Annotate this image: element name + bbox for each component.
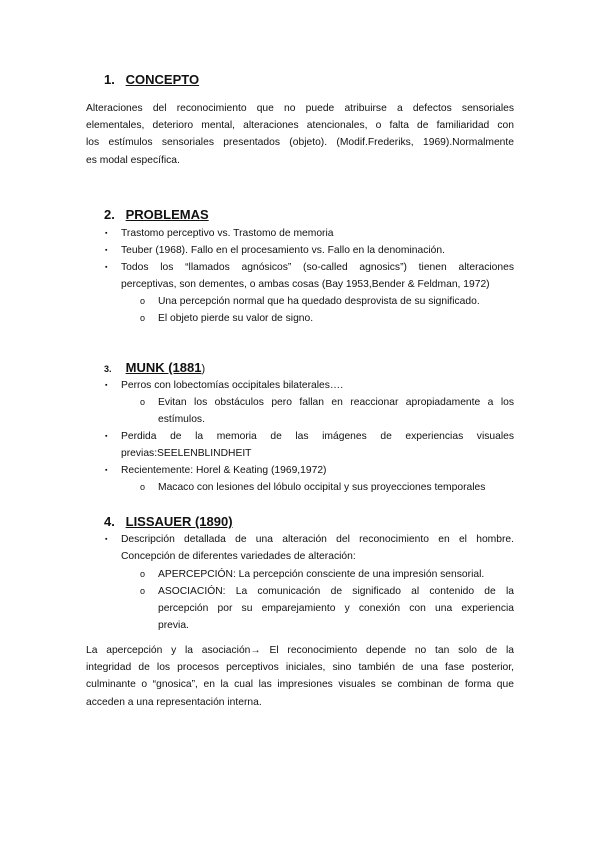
sub-list-item-text: Macaco con lesiones del lóbulo occipital y sus proyecciones temporales [158,482,486,493]
list-item-text: perceptivas, son dementes, o ambas cosas (Bay 1953,Bender & Feldman, 1972) [121,279,490,291]
paragraph-line: es modal específica. [86,154,180,166]
list-item-text: Concepción de diferentes variedades de alteración: [121,551,356,563]
list-item-text: previas:SEELENBLINDHEIT [121,448,252,460]
heading-title: LISSAUER (1890) [125,514,233,529]
sub-list-item-text: Evitan los obstáculos pero fallan en reaccionar apropiadamente a los [158,397,514,408]
sub-list-item [140,394,514,428]
heading-problemas [104,207,209,222]
bullet-square-icon: ▪ [105,382,108,389]
sub-list-item-text: previa. [158,620,189,632]
sub-list-item-text: percepción por su emparejamiento y conexión con una experiencia [158,603,514,615]
paragraph-line: integridad de los procesos perceptivos iniciales, sino también de una fase posterior, [86,662,514,674]
sub-list-item-text: El objeto pierde su valor de signo. [158,313,314,324]
concepto-paragraph [86,100,514,169]
heading-munk [104,360,205,375]
list-item-text: Todos los “llamados agnósicos” (so-called agnosics”) tienen alteraciones [121,262,514,273]
list-item [105,377,514,394]
bullet-square-icon: ▪ [105,264,108,271]
bullet-square-icon: ▪ [105,247,108,254]
paragraph-line: los estímulos sensoriales presentados (objeto). (Modif.Frederiks, 1969).Normalmente [86,137,514,149]
list-item-text: Perros con lobectomías occipitales bilaterales…. [121,380,344,391]
list-item [105,531,514,565]
bullet-circle-icon: o [140,586,146,596]
bullet-square-icon: ▪ [105,536,108,543]
bullet-circle-icon: o [140,313,146,323]
sub-list-item-text: estímulos. [158,414,205,426]
list-item-text: Trastomo perceptivo vs. Trastomo de memoria [121,228,334,239]
heading-title: MUNK (1881 [125,360,202,375]
closing-paragraph [86,642,514,711]
heading-number: 1. [104,72,115,87]
bullet-square-icon: ▪ [105,467,108,474]
paragraph-line: elementales, deterioro mental, alteraciones atencionales, o falta de familiaridad con [86,120,514,132]
sub-list-item [140,566,514,583]
sub-list-item [140,293,514,310]
heading-concepto [104,72,199,87]
bullet-square-icon: ▪ [105,230,108,237]
list-item [105,259,514,293]
sub-list-item-text: Una percepción normal que ha quedado desprovista de su significado. [158,296,480,307]
bullet-square-icon: ▪ [105,433,108,440]
bullet-circle-icon: o [140,296,146,306]
list-item-text: Descripción detallada de una alteración del reconocimiento en el hombre. [121,534,514,545]
heading-lissauer [104,514,233,529]
heading-number: 4. [104,514,115,529]
sub-list-item-text: APERCEPCIÓN: La percepción consciente de una impresión sensorial. [158,569,485,580]
list-item [105,428,514,462]
sub-list-item [140,479,514,496]
paragraph-line: culminante o “gnosica”, en la cual las impresiones visuales se combinan de forma que [86,679,514,691]
bullet-circle-icon: o [140,569,146,579]
heading-number: 3. [104,364,112,374]
list-item-text: Recientemente: Horel & Keating (1969,1972) [121,465,327,476]
paragraph-line: La apercepción y la asociación→ El reconocimiento depende no tan solo de la [86,645,514,656]
heading-paren: ) [201,363,206,375]
sub-list-item [140,583,514,635]
list-item [105,242,514,259]
heading-title: PROBLEMAS [125,207,209,222]
list-item [105,225,514,242]
paragraph-line: acceden a una representación interna. [86,696,262,708]
list-item-text: Perdida de la memoria de las imágenes de experiencias visuales [121,431,514,442]
list-item-text: Teuber (1968). Fallo en el procesamiento vs. Fallo en la denominación. [121,245,445,256]
sub-list-item [140,310,514,327]
sub-list-item-text: ASOCIACIÓN: La comunicación de significado al contenido de la [158,586,514,597]
heading-number: 2. [104,207,115,222]
heading-title: CONCEPTO [125,72,200,87]
paragraph-line: Alteraciones del reconocimiento que no puede atribuirse a defectos sensoriales [86,103,514,114]
bullet-circle-icon: o [140,397,146,407]
list-item [105,462,514,479]
bullet-circle-icon: o [140,482,146,492]
